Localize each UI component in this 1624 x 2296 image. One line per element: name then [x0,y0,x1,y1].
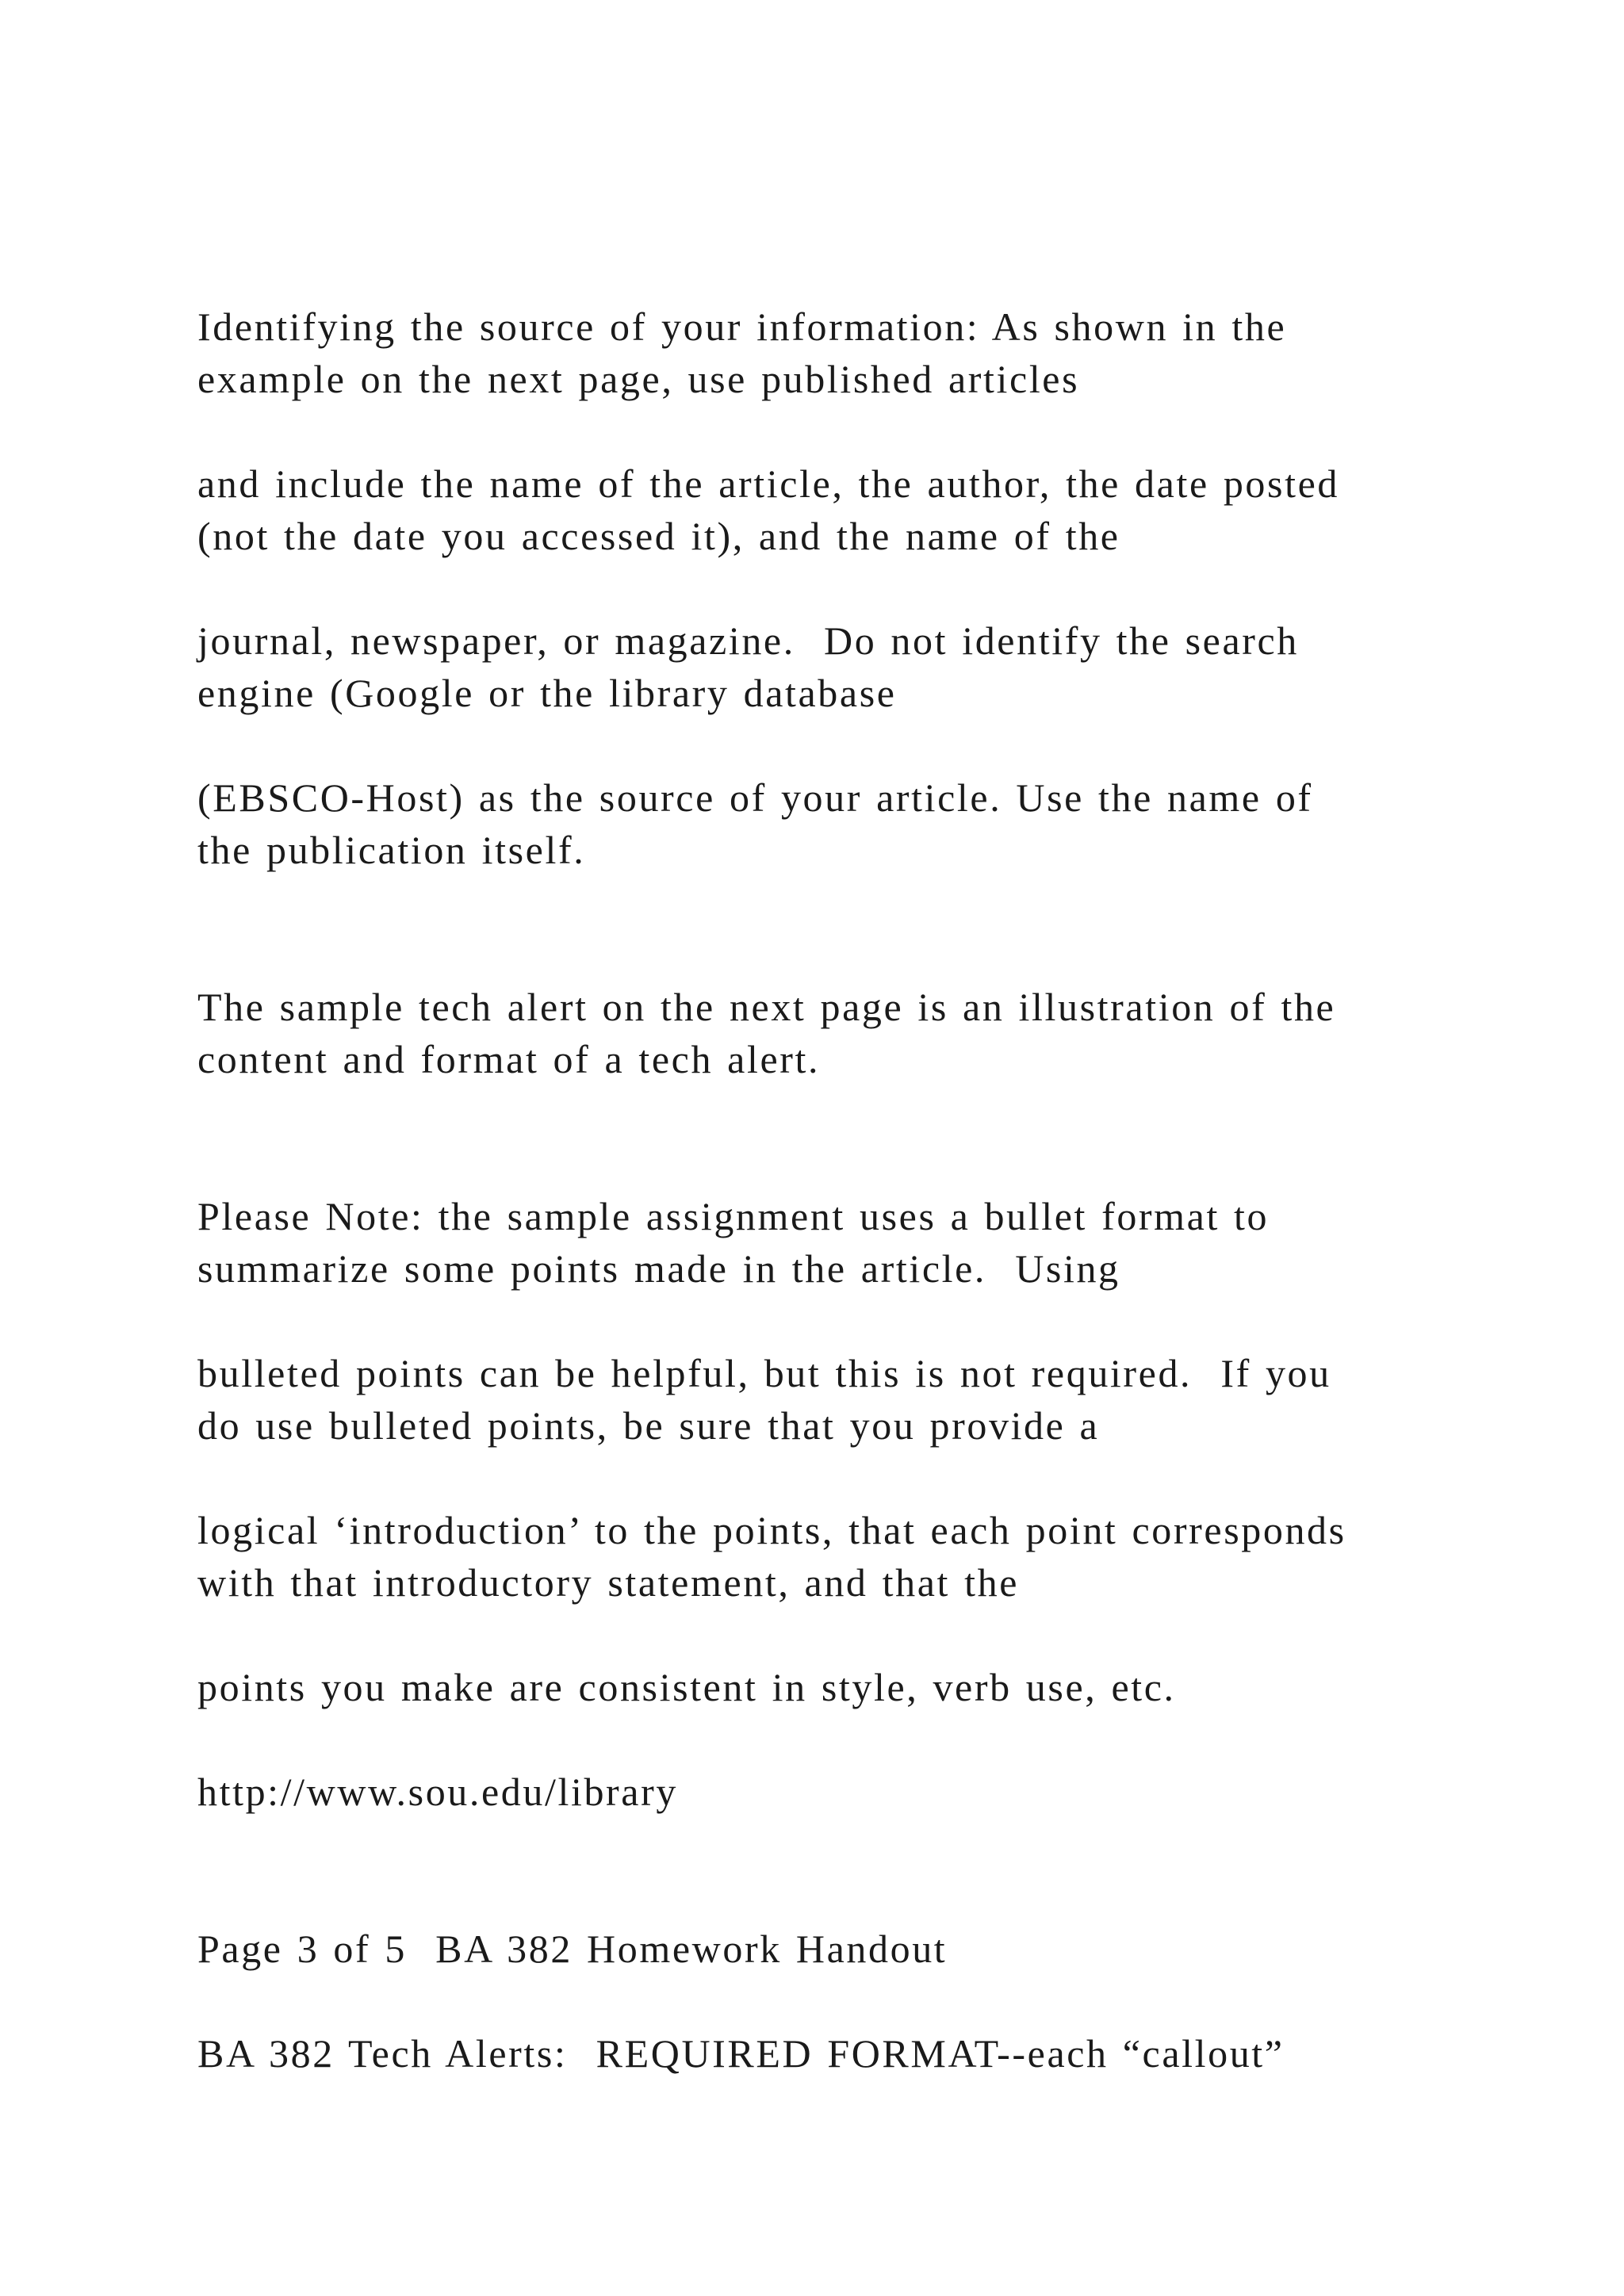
page-footer: Page 3 of 5 BA 382 Homework Handout [197,1927,948,1971]
paragraph-2-line-2: (not the date you accessed it), and the name of the [197,514,1120,558]
paragraph-4-line-2: the publication itself. [197,828,586,872]
paragraph-8-line-1: logical ‘introduction’ to the points, that each point corresponds [197,1508,1346,1552]
paragraph-6-line-2: summarize some points made in the article. Using [197,1246,1120,1291]
paragraph-5-line-1: The sample tech alert on the next page is an illustration of the [197,985,1336,1029]
paragraph-6-line-1: Please Note: the sample assignment uses a bullet format to [197,1194,1270,1238]
paragraph-3-line-1: journal, newspaper, or magazine. Do not identify the search [197,618,1299,663]
paragraph-1-line-2: example on the next page, use published articles [197,357,1080,401]
paragraph-3-line-2: engine (Google or the library database [197,671,897,715]
paragraph-4-line-1: (EBSCO-Host) as the source of your article. Use the name of [197,775,1313,820]
paragraph-7-line-1: bulleted points can be helpful, but this is not required. If you [197,1351,1331,1395]
paragraph-1-line-1: Identifying the source of your information: As shown in the [197,304,1287,349]
library-link[interactable]: http://www.sou.edu/library [197,1770,678,1814]
paragraph-9-line-1: points you make are consistent in style, verb use, etc. [197,1665,1176,1709]
section-heading: BA 382 Tech Alerts: REQUIRED FORMAT--each “callout” [197,2031,1285,2076]
paragraph-5-line-2: content and format of a tech alert. [197,1037,821,1081]
paragraph-2-line-1: and include the name of the article, the author, the date posted [197,461,1339,506]
paragraph-7-line-2: do use bulleted points, be sure that you provide a [197,1403,1100,1448]
paragraph-8-line-2: with that introductory statement, and that the [197,1560,1019,1605]
